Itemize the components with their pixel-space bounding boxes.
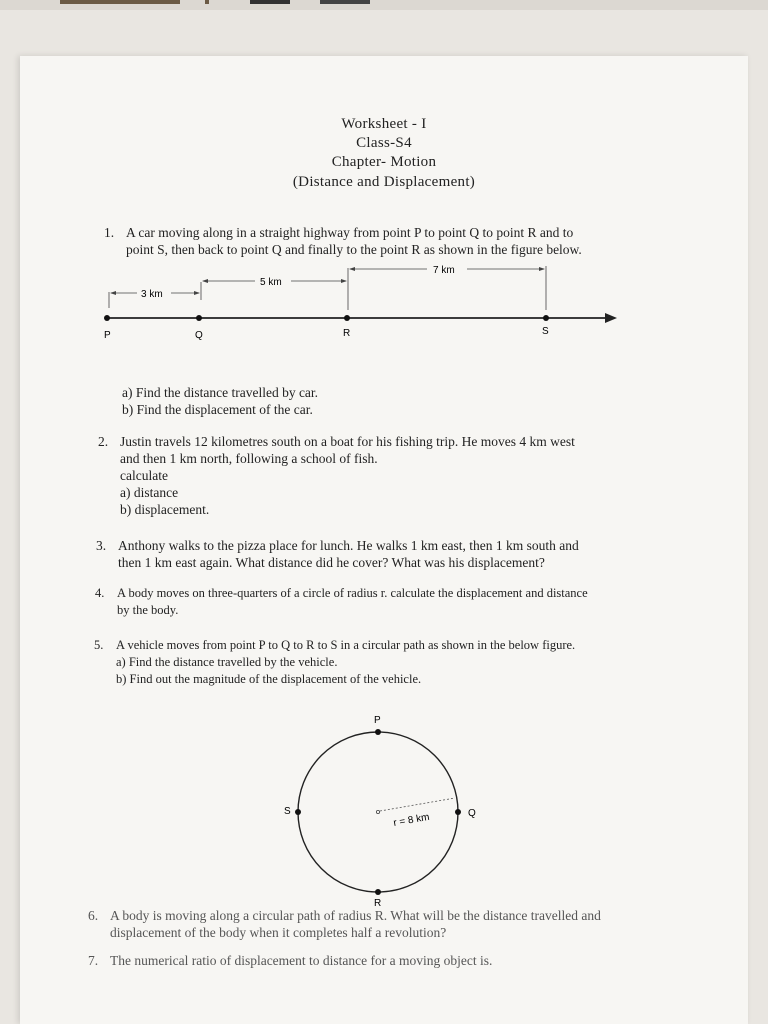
- label-q: Q: [195, 330, 203, 341]
- point-r: [344, 315, 350, 321]
- arrow-head-icon: [349, 267, 355, 271]
- question-part: a) Find the distance travelled by car.: [122, 385, 319, 400]
- class-label: Class-S4: [356, 135, 412, 151]
- question-text: calculate: [120, 468, 168, 483]
- label-q: Q: [468, 808, 476, 819]
- question-number: 3.: [96, 538, 107, 553]
- point-p: [375, 729, 381, 735]
- chapter-label: Chapter- Motion: [331, 154, 437, 170]
- point-s: [543, 315, 549, 321]
- worksheet-title: Worksheet - I: [341, 116, 427, 132]
- radius-label: r = 8 km: [392, 811, 431, 829]
- arrow-head-icon: [539, 267, 545, 271]
- point-q: [455, 809, 461, 815]
- question-text: b) Find out the magnitude of the displacement of the vehicle.: [116, 672, 422, 686]
- label-s: S: [542, 326, 549, 337]
- top-strip-mark: [205, 0, 209, 4]
- question-3: [96, 537, 666, 573]
- question-text: and then 1 km north, following a school of fish.: [120, 451, 378, 466]
- arrow-head-icon: [194, 291, 200, 295]
- question-number: 1.: [104, 225, 115, 240]
- question-text: A body moves on three-quarters of a circle of radius r. calculate the displacement and distance: [117, 586, 588, 600]
- point-r: [375, 889, 381, 895]
- segment-label-3km: 3 km: [141, 289, 163, 300]
- point-p: [104, 315, 110, 321]
- question-2: [98, 433, 658, 523]
- question-text: A car moving along in a straight highway from point P to point Q to point R and to: [126, 225, 574, 240]
- arrow-head-icon: [605, 313, 617, 323]
- center-point: [376, 810, 379, 813]
- segment-label-5km: 5 km: [260, 277, 282, 288]
- arrow-head-icon: [341, 279, 347, 283]
- radius-line: [380, 798, 455, 811]
- question-1-parts: [122, 384, 522, 420]
- top-strip-mark: [320, 0, 370, 4]
- point-q: [196, 315, 202, 321]
- circle-diagram: [270, 708, 490, 908]
- label-p: P: [374, 715, 381, 726]
- topic-label: (Distance and Displacement): [292, 174, 476, 190]
- question-text: A vehicle moves from point P to Q to R to S in a circular path as shown in the below figure.: [116, 638, 576, 652]
- question-text: Justin travels 12 kilometres south on a boat for his fishing trip. He moves 4 km west: [120, 434, 575, 449]
- question-text: The numerical ratio of displacement to distance for a moving object is.: [110, 953, 493, 968]
- label-p: P: [104, 330, 111, 341]
- question-part: b) Find the displacement of the car.: [122, 402, 313, 417]
- question-4: [95, 585, 665, 621]
- question-text: point S, then back to point Q and finally to the point R as shown in the figure below.: [126, 242, 582, 257]
- question-text: by the body.: [117, 603, 179, 617]
- top-strip-mark: [250, 0, 290, 4]
- question-6: [88, 907, 668, 943]
- question-text: b) displacement.: [120, 502, 210, 517]
- label-r: R: [343, 328, 351, 339]
- straight-line-diagram: [95, 258, 635, 348]
- segment-label-7km: 7 km: [433, 265, 455, 276]
- arrow-head-icon: [110, 291, 116, 295]
- question-text: displacement of the body when it completes half a revolution?: [110, 925, 447, 940]
- question-number: 2.: [98, 434, 109, 449]
- arrow-head-icon: [202, 279, 208, 283]
- point-s: [295, 809, 301, 815]
- label-r: R: [374, 898, 382, 908]
- circular-path: [298, 732, 458, 892]
- question-number: 5.: [94, 638, 104, 652]
- question-text: then 1 km east again. What distance did he cover? What was his displacement?: [118, 555, 545, 570]
- top-strip: [0, 0, 768, 10]
- question-number: 4.: [95, 586, 105, 600]
- question-text: Anthony walks to the pizza place for lunch. He walks 1 km east, then 1 km south and: [118, 538, 579, 553]
- question-number: 6.: [88, 908, 99, 923]
- top-strip-mark: [60, 0, 180, 4]
- question-text: a) Find the distance travelled by the vehicle.: [116, 655, 338, 669]
- question-5: [94, 637, 664, 691]
- question-text: a) distance: [120, 485, 179, 500]
- question-text: A body is moving along a circular path of radius R. What will be the distance travelled and: [110, 908, 601, 923]
- question-number: 7.: [88, 953, 99, 968]
- label-s: S: [284, 806, 291, 817]
- question-7: [88, 952, 668, 972]
